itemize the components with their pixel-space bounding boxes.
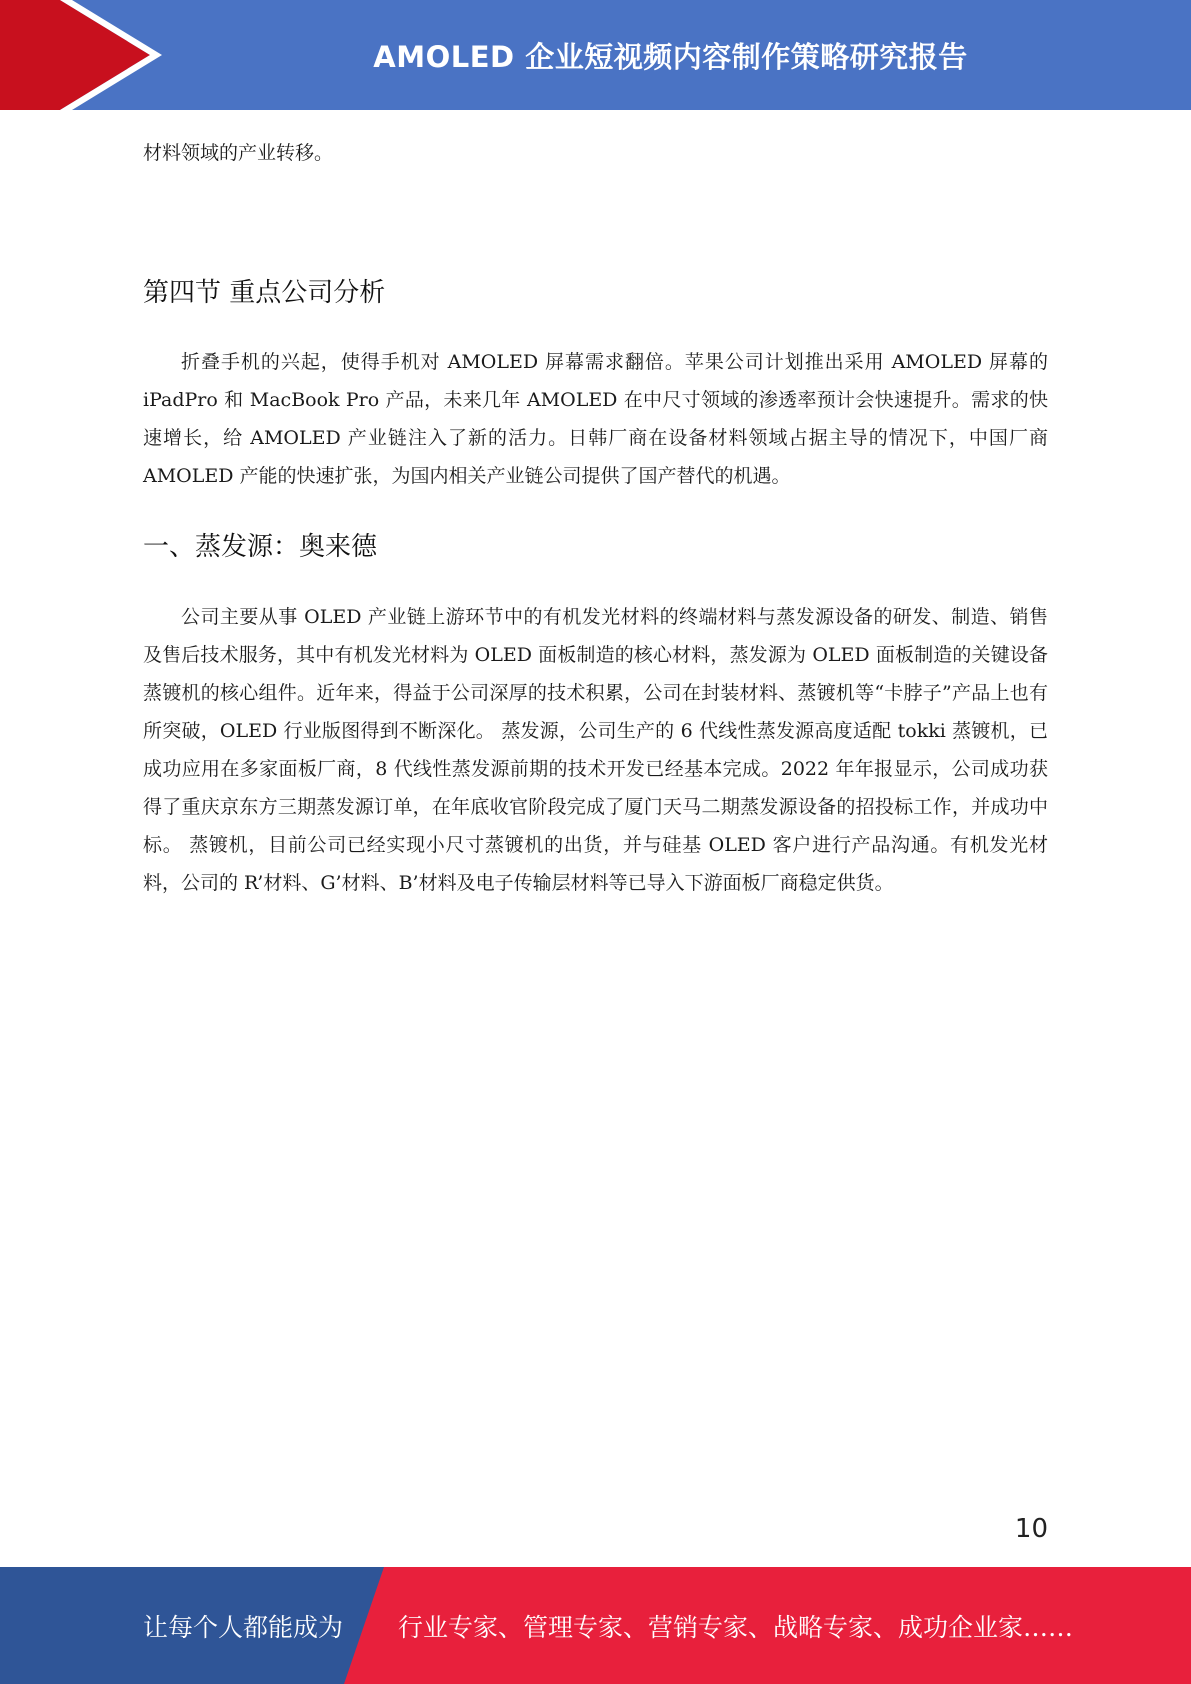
intro-paragraph: 折叠手机的兴起，使得手机对 AMOLED 屏幕需求翻倍。苹果公司计划推出采用 AMOLED 屏幕的 iPadPro 和 MacBook Pro 产品，未来几年 AMOLED 在中尺寸领域的渗透率预计会快速提升。需求的快速增长，给 AMOLED 产业链注入了新的活力。日韩厂商在设备材料领域占据主导的情况下，中国厂商 AMOLED 产能的快速扩张，为国内相关产业链公司提供了国产替代的机遇。 — [143, 351, 1048, 487]
page-header — [0, 0, 1191, 110]
page-footer — [0, 1567, 1191, 1684]
subsection-heading: 一、蒸发源：奥来德 — [143, 532, 378, 562]
section-heading: 第四节 重点公司分析 — [143, 278, 386, 308]
carryover-paragraph: 材料领域的产业转移。 — [143, 142, 334, 164]
page-number: 10 — [1014, 1514, 1048, 1544]
report-title: AMOLED 企业短视频内容制作策略研究报告 — [373, 39, 968, 74]
footer-slogan-right: 行业专家、管理专家、营销专家、战略专家、成功企业家…… — [398, 1612, 1074, 1642]
company-paragraph: 公司主要从事 OLED 产业链上游环节中的有机发光材料的终端材料与蒸发源设备的研发、制造、销售及售后技术服务，其中有机发光材料为 OLED 面板制造的核心材料，蒸发源为 OLED 面板制造的关键设备蒸镀机的核心组件。近年来，得益于公司深厚的技术积累，公司在封装材料、蒸镀机等“卡脖子”产品上也有所突破，OLED 行业版图得到不断深化。 蒸发源，公司生产的 6 代线性蒸发源高度适配 tokki 蒸镀机，已成功应用在多家面板厂商，8 代线性蒸发源前期的技术开发已经基本完成。2022 年年报显示，公司成功获得了重庆京东方三期蒸发源订单，在年底收官阶段完成了厦门天马二期蒸发源设备的招投标工作，并成功中标。 蒸镀机，目前公司已经实现小尺寸蒸镀机的出货，并与硅基 OLED 客户进行产品沟通。有机发光材料，公司的 R’材料、G’材料、B’材料及电子传输层材料等已导入下游面板厂商稳定供货。 — [143, 606, 1048, 894]
footer-slogan-left: 让每个人都能成为 — [143, 1612, 344, 1642]
